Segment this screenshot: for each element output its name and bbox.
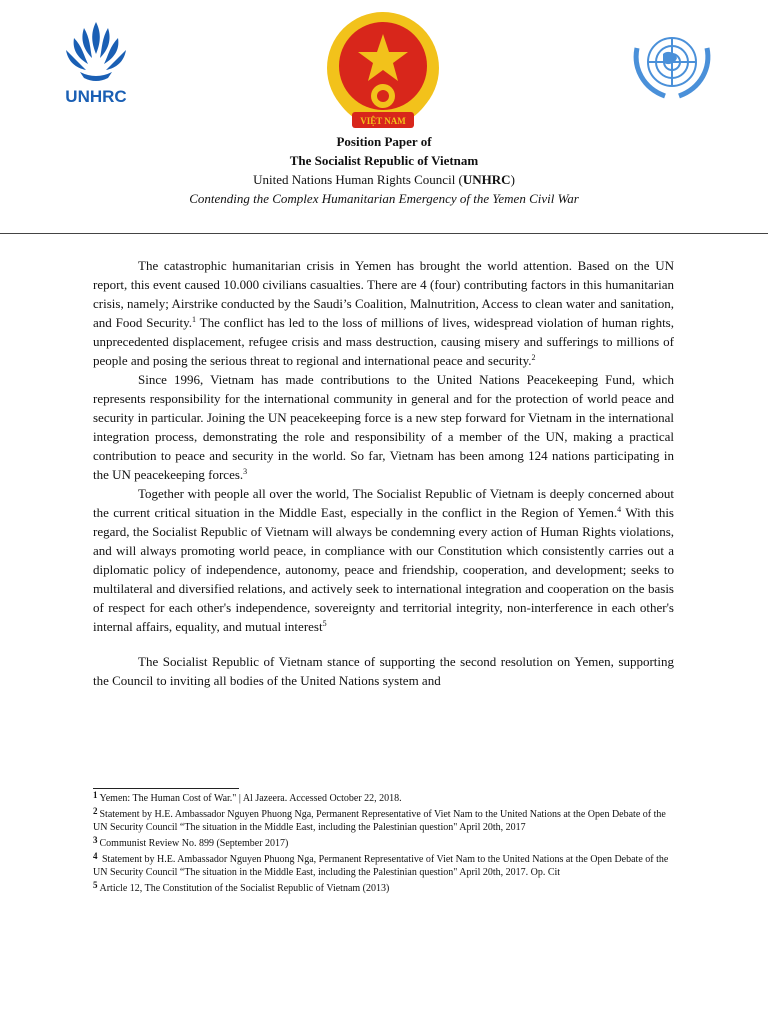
svg-text:VIỆT NAM: VIỆT NAM <box>360 116 406 126</box>
vietnam-emblem <box>318 8 448 138</box>
unhrc-logo <box>52 14 140 110</box>
footnote-divider <box>93 788 239 789</box>
unhrc-flame-icon <box>52 14 140 110</box>
committee-name: United Nations Human Rights Council (UNHRC) <box>253 172 515 187</box>
paragraph-1: The catastrophic humanitarian crisis in Yemen has brought the world attention. Based on the UN report, this event caused 10.000 civilians casualties. There are 4 (four) contributing factors in this humanitarian crisis, namely; Airstrike conducted by the Saudi’s Coalition, Malnutrition, Access to clean water and sanitation, and Food Security.$^1$ The conflict has led to the loss of millions of lives, widespread violation of human rights, unprecedented displacement, refugee crisis and mass destruction, causing misery and sufferings to millions of people and posing the serious threat to regional and international peace and security.$^2$ <box>93 258 674 368</box>
body-text <box>93 256 674 690</box>
footnote-1: 1 Yemen: The Human Cost of War." | Al Jazeera. Accessed October 22, 2018. <box>93 790 402 804</box>
paper-title: Position Paper of <box>336 134 432 149</box>
un-globe-icon <box>629 24 715 102</box>
svg-text:UNHRC: UNHRC <box>65 87 127 106</box>
footnote-5: 5 Article 12, The Constitution of the Socialist Republic of Vietnam (2013) <box>93 880 390 894</box>
country-name: The Socialist Republic of Vietnam <box>289 153 479 168</box>
footnote-3: 3 Communist Review No. 899 (September 2017) <box>93 835 289 849</box>
paragraph-3: Together with people all over the world, The Socialist Republic of Vietnam is deeply concerned about the current critical situation in the Middle East, especially in the conflict in the Region of Yemen.$^4$ With this regard, the Socialist Republic of Vietnam will always be condemning every action of Human Rights violations, and will always promoting world peace, in compliance with our Constitution which consistently carries out a diplomatic policy of independence, autonomy, peace and friendship, cooperation, and development; seeks to multilateral and diversified relations, and actively seek to international integration and cooperation on the basis of respect for each other's independence, sovereignty and territorial integrity, non-interference in each other's internal affairs, equality, and mutual interest$^5$ <box>93 486 674 634</box>
united-nations-logo <box>629 24 715 102</box>
footnotes <box>93 792 674 898</box>
vietnam-emblem-icon <box>318 8 448 138</box>
document-header <box>0 132 768 208</box>
paragraph-2: Since 1996, Vietnam has made contributions to the United Nations Peacekeeping Fund, which represents responsibility for the international community in general and for the protection of world peace and security in particular. Joining the UN peacekeeping force is a new step forward for Vietnam in the international integration process, demonstrating the role and responsibility of a member of the UN, making a practical contribution to peace and security in the world. So far, Vietnam has been among 124 nations participating in the UN peacekeeping forces.$^3$ <box>93 372 674 482</box>
topic-line: Contending the Complex Humanitarian Emergency of the Yemen Civil War <box>189 191 579 206</box>
footnote-4: 4 Statement by H.E. Ambassador Nguyen Phuong Nga, Permanent Representative of Viet Nam to the United Nations at the Open Debate of the UN Security Council “The situation in the Middle East, including the Palestinian question" April 20th, 2017. Op. Cit <box>93 851 669 878</box>
footnote-2: 2 Statement by H.E. Ambassador Nguyen Phuong Nga, Permanent Representative of Viet Nam to the United Nations at the Open Debate of the UN Security Council “The situation in the Middle East, including the Palestinian question" April 20th, 2017 <box>93 806 666 833</box>
paragraph-4: The Socialist Republic of Vietnam stance of supporting the second resolution on Yemen, supporting the Council to inviting all bodies of the United Nations system and <box>93 654 674 688</box>
header-divider <box>0 233 768 234</box>
